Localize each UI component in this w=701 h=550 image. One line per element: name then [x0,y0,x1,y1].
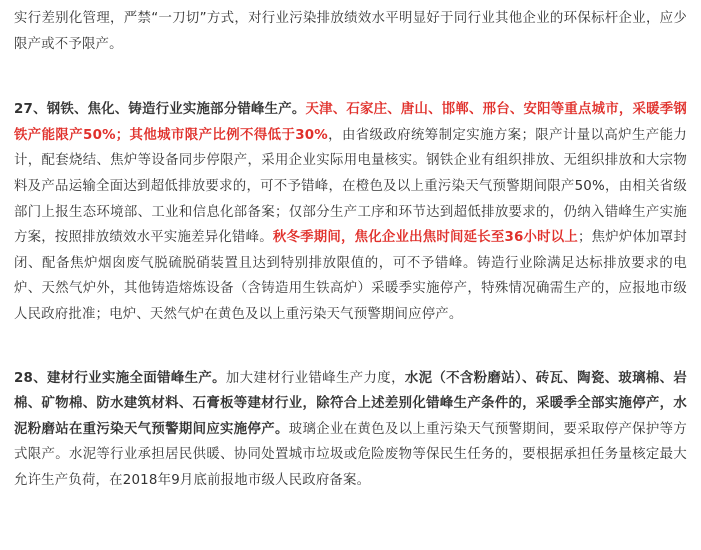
intro-paragraph [14,6,687,57]
item-27-text-1: ，由省级政府统筹制定实施方案；限产计量以高炉生产能力计，配套烧结、焦炉等设备同步停限产，采用企业实际用电量核实。钢铁企业有组织排放、无组织排放和大宗物料及产品运输全面达到超低排放要求的，可不予错峰，在橙色及以上重污染天气预警期间限产50%，由相关省级部门上报生态环境部、工业和信息化部备案；仅部分生产工序和环节达到超低排放要求的，仍纳入错峰生产实施方案，按照排放绩效水平实施差异化错峰。 [14,127,687,246]
item-27-text-2: ；焦炉炉体加罩封闭、配备焦炉烟囱废气脱硫脱硝装置且达到特别排放限值的，可不予错峰。铸造行业除满足达标排放要求的电炉、天然气炉外，其他铸造熔炼设备（含铸造用生铁高炉）采暖季实施停产，特殊情况确需生产的，应报地市级人民政府批准；电炉、天然气炉在黄色及以上重污染天气预警期间应停产。 [14,230,687,322]
item-28-heading: 28、建材行业实施全面错峰生产。 [14,370,226,386]
item-27-heading: 27、钢铁、焦化、铸造行业实施部分错峰生产。 [14,102,306,118]
item-28-text-2: 玻璃企业在黄色及以上重污染天气预警期间，要采取停产保护等方式限产。水泥等行业承担居民供暖、协同处置城市垃圾或危险废物等保民生任务的，要根据承担任务量核定最大允许生产负荷，在2018年9月底前报地市级人民政府备案。 [14,421,687,488]
item-28-text-1: 加大建材行业错峰生产力度， [225,370,405,386]
item-27-red-cities: 天津、石家庄、唐山、邯郸、邢台、安阳等重点城市，采暖季钢铁产能限产50%；其他城市限产比例不得低于30% [14,102,687,143]
item-27-paragraph [14,97,687,327]
item-27-red-coking: 秋冬季期间，焦化企业出焦时间延长至36小时以上 [272,230,579,246]
item-28-bold-1: 水泥（不含粉磨站）、砖瓦、陶瓷、玻璃棉、岩棉、矿物棉、防水建筑材料、石膏板等建材行业，除符合上述差别化错峰生产条件的，采暖季全部实施停产，水泥粉磨站在重污染天气预警期间应实施停产。 [14,370,688,437]
intro-text: 实行差别化管理，严禁“一刀切”方式，对行业污染排放绩效水平明显好于同行业其他企业的环保标杆企业，应少限产或不予限产。 [14,11,687,52]
item-28-paragraph [14,366,687,494]
